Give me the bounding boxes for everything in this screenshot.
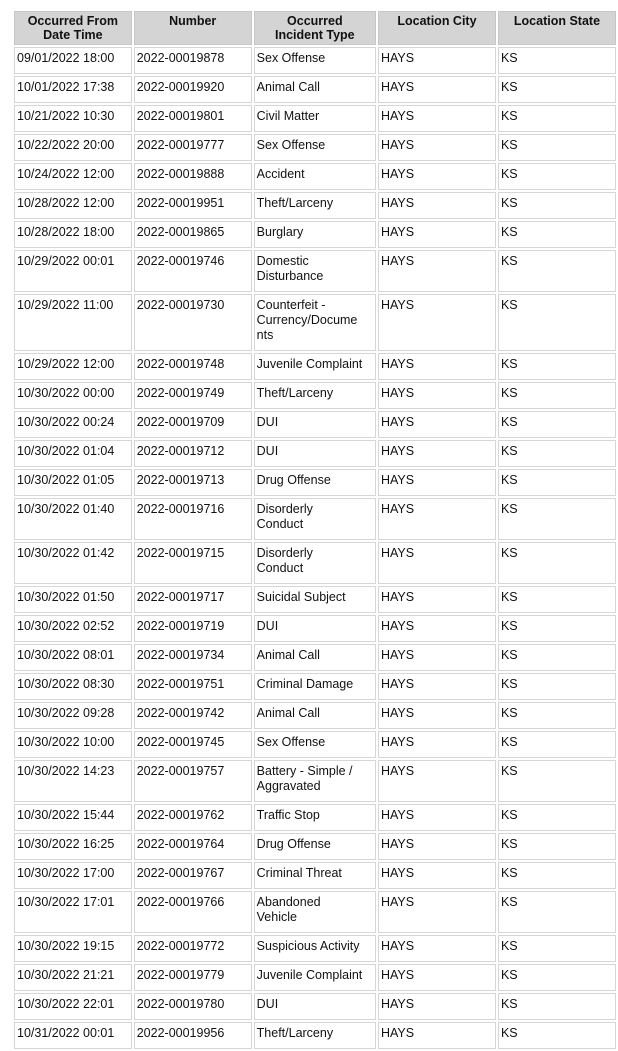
cell-incident-type — [254, 673, 376, 700]
table-row — [14, 250, 616, 292]
cell-location-state: KS — [498, 760, 616, 802]
cell-occurred-from: 10/30/2022 21:21 — [14, 964, 132, 991]
cell-incident-type — [254, 353, 376, 380]
cell-number: 2022-00019712 — [134, 440, 252, 467]
cell-occurred-from: 10/29/2022 11:00 — [14, 294, 132, 351]
cell-incident-type — [254, 498, 376, 540]
cell-number: 2022-00019777 — [134, 134, 252, 161]
cell-location-city: HAYS — [378, 192, 496, 219]
incident-type-line: Accident — [256, 167, 305, 181]
cell-location-state: KS — [498, 192, 616, 219]
col-header-incident-type: Occurred Incident Type — [254, 11, 376, 45]
cell-incident-type — [254, 134, 376, 161]
cell-number: 2022-00019956 — [134, 1022, 252, 1049]
cell-location-state: KS — [498, 935, 616, 962]
incident-type-line: Juvenile Complaint — [256, 357, 363, 371]
cell-location-city: HAYS — [378, 862, 496, 889]
incident-type-line: Conduct — [256, 517, 304, 531]
table-row — [14, 586, 616, 613]
table-row — [14, 804, 616, 831]
cell-location-state: KS — [498, 673, 616, 700]
incident-type-line: Traffic Stop — [256, 808, 320, 822]
incident-type-line: Suicidal Subject — [256, 590, 346, 604]
incident-type-line: Disorderly — [256, 502, 313, 516]
incident-type-line: Vehicle — [256, 910, 297, 924]
incident-type-line: Burglary — [256, 225, 304, 239]
cell-location-city: HAYS — [378, 760, 496, 802]
cell-incident-type — [254, 163, 376, 190]
cell-location-city: HAYS — [378, 731, 496, 758]
col-header-number: Number — [134, 11, 252, 45]
table-row — [14, 964, 616, 991]
cell-number: 2022-00019766 — [134, 891, 252, 933]
cell-incident-type — [254, 294, 376, 351]
cell-number: 2022-00019762 — [134, 804, 252, 831]
cell-location-city: HAYS — [378, 498, 496, 540]
incident-type-line: Sex Offense — [256, 735, 326, 749]
cell-occurred-from: 10/30/2022 00:00 — [14, 382, 132, 409]
cell-occurred-from: 10/30/2022 16:25 — [14, 833, 132, 860]
cell-location-city: HAYS — [378, 221, 496, 248]
incident-type-line: Battery - Simple / — [256, 764, 353, 778]
table-row — [14, 833, 616, 860]
table-row — [14, 382, 616, 409]
cell-number: 2022-00019951 — [134, 192, 252, 219]
cell-location-city: HAYS — [378, 353, 496, 380]
cell-location-city: HAYS — [378, 964, 496, 991]
cell-location-state: KS — [498, 731, 616, 758]
incident-type-line: Counterfeit - — [256, 298, 326, 312]
cell-occurred-from: 10/24/2022 12:00 — [14, 163, 132, 190]
incident-type-line: DUI — [256, 997, 279, 1011]
incident-type-line: Animal Call — [256, 648, 320, 662]
table-row — [14, 1022, 616, 1049]
cell-number: 2022-00019742 — [134, 702, 252, 729]
col-header-location-city: Location City — [378, 11, 496, 45]
incident-type-line: Theft/Larceny — [256, 1026, 334, 1040]
incident-type-line: Criminal Damage — [256, 677, 354, 691]
cell-location-state: KS — [498, 134, 616, 161]
cell-occurred-from: 10/29/2022 12:00 — [14, 353, 132, 380]
table-row — [14, 542, 616, 584]
cell-location-state: KS — [498, 221, 616, 248]
incident-table — [12, 9, 618, 1051]
cell-number: 2022-00019764 — [134, 833, 252, 860]
cell-incident-type — [254, 862, 376, 889]
incident-type-line: Criminal Threat — [256, 866, 342, 880]
cell-location-city: HAYS — [378, 76, 496, 103]
cell-location-state: KS — [498, 804, 616, 831]
table-row — [14, 353, 616, 380]
incident-type-line: DUI — [256, 444, 279, 458]
incident-type-line: Theft/Larceny — [256, 386, 334, 400]
cell-location-city: HAYS — [378, 644, 496, 671]
cell-number: 2022-00019780 — [134, 993, 252, 1020]
cell-occurred-from: 10/31/2022 00:01 — [14, 1022, 132, 1049]
incident-type-line: Juvenile Complaint — [256, 968, 363, 982]
cell-incident-type — [254, 76, 376, 103]
table-row — [14, 221, 616, 248]
table-row — [14, 105, 616, 132]
cell-location-city: HAYS — [378, 833, 496, 860]
cell-location-city: HAYS — [378, 163, 496, 190]
cell-number: 2022-00019865 — [134, 221, 252, 248]
cell-occurred-from: 10/30/2022 01:50 — [14, 586, 132, 613]
header-row — [14, 11, 616, 45]
cell-location-state: KS — [498, 250, 616, 292]
table-row — [14, 993, 616, 1020]
cell-occurred-from: 10/30/2022 01:40 — [14, 498, 132, 540]
cell-location-city: HAYS — [378, 542, 496, 584]
cell-location-city: HAYS — [378, 105, 496, 132]
cell-location-state: KS — [498, 542, 616, 584]
cell-occurred-from: 10/29/2022 00:01 — [14, 250, 132, 292]
incident-type-line: Abandoned — [256, 895, 321, 909]
cell-number: 2022-00019746 — [134, 250, 252, 292]
cell-incident-type — [254, 993, 376, 1020]
table-row — [14, 411, 616, 438]
cell-location-state: KS — [498, 833, 616, 860]
table-row — [14, 673, 616, 700]
table-row — [14, 76, 616, 103]
cell-occurred-from: 10/30/2022 17:00 — [14, 862, 132, 889]
cell-location-state: KS — [498, 469, 616, 496]
cell-location-state: KS — [498, 382, 616, 409]
cell-location-city: HAYS — [378, 134, 496, 161]
cell-location-state: KS — [498, 440, 616, 467]
cell-occurred-from: 10/30/2022 09:28 — [14, 702, 132, 729]
cell-location-state: KS — [498, 586, 616, 613]
cell-number: 2022-00019772 — [134, 935, 252, 962]
cell-incident-type — [254, 833, 376, 860]
cell-incident-type — [254, 615, 376, 642]
table-row — [14, 760, 616, 802]
incident-type-line: Disorderly — [256, 546, 313, 560]
cell-location-city: HAYS — [378, 586, 496, 613]
table-row — [14, 47, 616, 74]
cell-number: 2022-00019920 — [134, 76, 252, 103]
cell-incident-type — [254, 804, 376, 831]
cell-number: 2022-00019745 — [134, 731, 252, 758]
cell-occurred-from: 10/30/2022 02:52 — [14, 615, 132, 642]
cell-number: 2022-00019734 — [134, 644, 252, 671]
cell-number: 2022-00019749 — [134, 382, 252, 409]
cell-occurred-from: 10/30/2022 17:01 — [14, 891, 132, 933]
cell-number: 2022-00019888 — [134, 163, 252, 190]
cell-location-city: HAYS — [378, 469, 496, 496]
table-row — [14, 731, 616, 758]
incident-type-line: nts — [256, 328, 274, 342]
cell-number: 2022-00019757 — [134, 760, 252, 802]
cell-incident-type — [254, 964, 376, 991]
incident-type-line: Aggravated — [256, 779, 321, 793]
cell-location-city: HAYS — [378, 1022, 496, 1049]
cell-number: 2022-00019716 — [134, 498, 252, 540]
cell-incident-type — [254, 221, 376, 248]
table-row — [14, 163, 616, 190]
cell-location-state: KS — [498, 644, 616, 671]
cell-location-state: KS — [498, 353, 616, 380]
cell-location-state: KS — [498, 105, 616, 132]
cell-incident-type — [254, 586, 376, 613]
cell-incident-type — [254, 702, 376, 729]
cell-location-state: KS — [498, 47, 616, 74]
incident-type-line: Civil Matter — [256, 109, 320, 123]
cell-location-city: HAYS — [378, 294, 496, 351]
table-row — [14, 891, 616, 933]
cell-incident-type — [254, 105, 376, 132]
incident-report — [12, 9, 618, 1051]
cell-location-state: KS — [498, 76, 616, 103]
cell-incident-type — [254, 935, 376, 962]
incident-type-line: Animal Call — [256, 80, 320, 94]
table-row — [14, 615, 616, 642]
cell-number: 2022-00019709 — [134, 411, 252, 438]
cell-occurred-from: 10/30/2022 14:23 — [14, 760, 132, 802]
cell-incident-type — [254, 644, 376, 671]
cell-occurred-from: 10/30/2022 08:30 — [14, 673, 132, 700]
col-header-occurred-from: Occurred From Date Time — [14, 11, 132, 45]
cell-occurred-from: 09/01/2022 18:00 — [14, 47, 132, 74]
cell-occurred-from: 10/21/2022 10:30 — [14, 105, 132, 132]
cell-occurred-from: 10/30/2022 01:42 — [14, 542, 132, 584]
cell-occurred-from: 10/30/2022 00:24 — [14, 411, 132, 438]
cell-location-state: KS — [498, 702, 616, 729]
cell-occurred-from: 10/22/2022 20:00 — [14, 134, 132, 161]
incident-type-line: DUI — [256, 415, 279, 429]
cell-number: 2022-00019751 — [134, 673, 252, 700]
cell-location-city: HAYS — [378, 440, 496, 467]
incident-type-line: Sex Offense — [256, 138, 326, 152]
cell-occurred-from: 10/30/2022 08:01 — [14, 644, 132, 671]
cell-location-state: KS — [498, 615, 616, 642]
incident-type-line: Drug Offense — [256, 837, 331, 851]
table-row — [14, 862, 616, 889]
cell-location-state: KS — [498, 411, 616, 438]
incident-type-line: Theft/Larceny — [256, 196, 334, 210]
cell-number: 2022-00019719 — [134, 615, 252, 642]
cell-location-city: HAYS — [378, 804, 496, 831]
cell-number: 2022-00019767 — [134, 862, 252, 889]
cell-location-state: KS — [498, 1022, 616, 1049]
cell-occurred-from: 10/30/2022 10:00 — [14, 731, 132, 758]
incident-type-line: Animal Call — [256, 706, 320, 720]
table-row — [14, 134, 616, 161]
cell-occurred-from: 10/28/2022 18:00 — [14, 221, 132, 248]
cell-incident-type — [254, 731, 376, 758]
table-row — [14, 294, 616, 351]
cell-location-city: HAYS — [378, 615, 496, 642]
cell-occurred-from: 10/30/2022 01:04 — [14, 440, 132, 467]
cell-number: 2022-00019801 — [134, 105, 252, 132]
cell-number: 2022-00019715 — [134, 542, 252, 584]
cell-location-city: HAYS — [378, 382, 496, 409]
cell-location-city: HAYS — [378, 993, 496, 1020]
incident-type-line: Suspicious Activity — [256, 939, 360, 953]
cell-location-state: KS — [498, 294, 616, 351]
cell-location-state: KS — [498, 163, 616, 190]
cell-number: 2022-00019717 — [134, 586, 252, 613]
cell-occurred-from: 10/01/2022 17:38 — [14, 76, 132, 103]
incident-type-line: Sex Offense — [256, 51, 326, 65]
table-row — [14, 935, 616, 962]
cell-incident-type — [254, 440, 376, 467]
col-header-location-state: Location State — [498, 11, 616, 45]
cell-incident-type — [254, 382, 376, 409]
cell-incident-type — [254, 542, 376, 584]
cell-incident-type — [254, 469, 376, 496]
table-row — [14, 469, 616, 496]
cell-occurred-from: 10/28/2022 12:00 — [14, 192, 132, 219]
cell-occurred-from: 10/30/2022 22:01 — [14, 993, 132, 1020]
cell-incident-type — [254, 1022, 376, 1049]
cell-occurred-from: 10/30/2022 01:05 — [14, 469, 132, 496]
table-row — [14, 644, 616, 671]
table-row — [14, 702, 616, 729]
cell-incident-type — [254, 47, 376, 74]
cell-location-city: HAYS — [378, 673, 496, 700]
cell-number: 2022-00019730 — [134, 294, 252, 351]
cell-location-city: HAYS — [378, 250, 496, 292]
incident-type-line: Drug Offense — [256, 473, 331, 487]
cell-location-city: HAYS — [378, 891, 496, 933]
cell-incident-type — [254, 192, 376, 219]
incident-type-line: Currency/Docume — [256, 313, 358, 327]
cell-incident-type — [254, 250, 376, 292]
cell-number: 2022-00019878 — [134, 47, 252, 74]
cell-location-state: KS — [498, 862, 616, 889]
cell-number: 2022-00019779 — [134, 964, 252, 991]
table-row — [14, 192, 616, 219]
cell-location-city: HAYS — [378, 935, 496, 962]
cell-location-city: HAYS — [378, 47, 496, 74]
table-row — [14, 440, 616, 467]
cell-location-city: HAYS — [378, 411, 496, 438]
cell-incident-type — [254, 891, 376, 933]
incident-type-line: Conduct — [256, 561, 304, 575]
cell-location-state: KS — [498, 964, 616, 991]
table-row — [14, 498, 616, 540]
cell-occurred-from: 10/30/2022 19:15 — [14, 935, 132, 962]
cell-number: 2022-00019713 — [134, 469, 252, 496]
table-body — [14, 47, 616, 1049]
cell-location-state: KS — [498, 993, 616, 1020]
cell-number: 2022-00019748 — [134, 353, 252, 380]
cell-location-state: KS — [498, 891, 616, 933]
cell-location-city: HAYS — [378, 702, 496, 729]
incident-type-line: Domestic — [256, 254, 309, 268]
cell-location-state: KS — [498, 498, 616, 540]
cell-occurred-from: 10/30/2022 15:44 — [14, 804, 132, 831]
incident-type-line: DUI — [256, 619, 279, 633]
incident-type-line: Disturbance — [256, 269, 324, 283]
cell-incident-type — [254, 760, 376, 802]
cell-incident-type — [254, 411, 376, 438]
